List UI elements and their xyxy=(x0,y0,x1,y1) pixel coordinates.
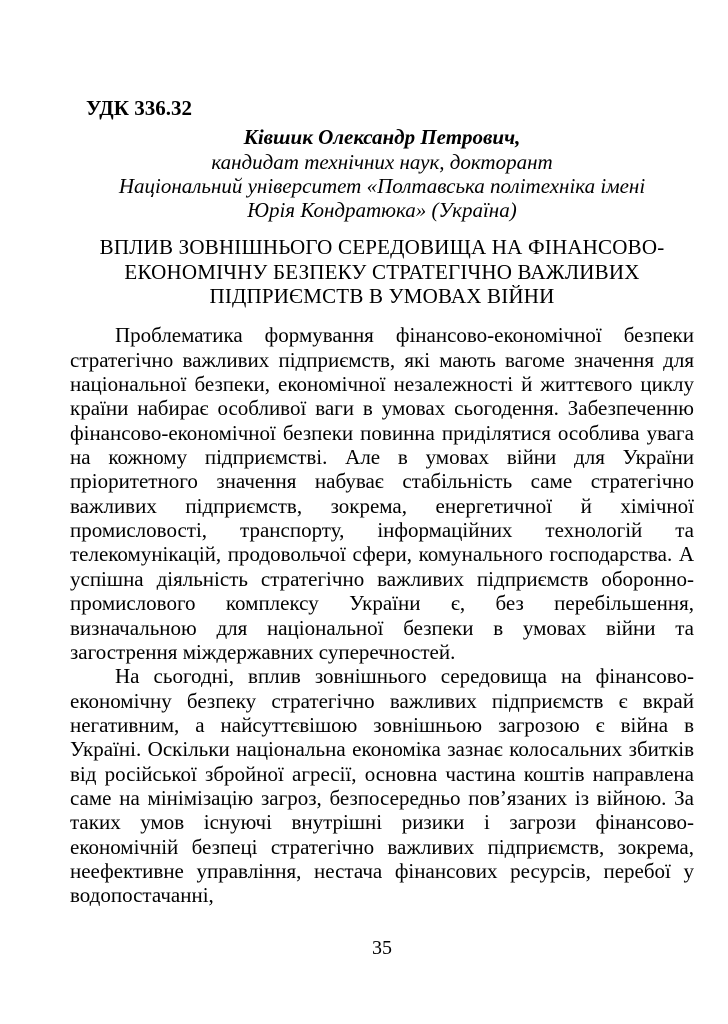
author-block xyxy=(70,125,694,222)
article-body xyxy=(70,323,694,907)
paper-title-line-1: ВПЛИВ ЗОВНІШНЬОГО СЕРЕДОВИЩА НА ФІНАНСОВО- xyxy=(99,235,665,260)
paragraph-2: На сьогодні, вплив зовнішнього середовища на фінансово-економічну безпеку стратегічно важливих підприємств є вкрай негативним, а найсуттєвішою зовнішньою загрозою є війна в Україні. Оскільки національна економіка зазнає колосальних збитків від російської збройної агресії, основна частина коштів направлена саме на мінімізацію загроз, безпосередньо пов’язаних із війною. За таких умов існуючі внутрішні ризики і загрози фінансово-економічній безпеці стратегічно важливих підприємств, зокрема, неефективне управління, нестача фінансових ресурсів, перебої у водопостачанні, xyxy=(70,664,694,908)
author-credentials: кандидат технічних наук, докторант xyxy=(211,149,553,174)
affiliation-line-1: Національний університет «Полтавська політехніка імені xyxy=(118,173,646,198)
page-number: 35 xyxy=(372,937,392,959)
paper-title-line-3: ПІДПРИЄМСТВ В УМОВАХ ВІЙНИ xyxy=(209,284,555,309)
author-name: Ківшик Олександр Петрович, xyxy=(243,125,521,150)
paragraph-1: Проблематика формування фінансово-економічної безпеки стратегічно важливих підприємств, які мають вагоме значення для національної безпеки, економічної незалежності й життєвого циклу країни набирає особливої ваги в умовах сьогодення. Забезпеченню фінансово-економічної безпеки повинна приділятися особлива увага на кожному підприємстві. Але в умовах війни для України пріоритетного значення набуває стабільність саме стратегічно важливих підприємств, зокрема, енергетичної й хімічної промисловості, транспорту, інформаційних технологій та телекомунікацій, продовольчої сфери, комунального господарства. А успішна діяльність стратегічно важливих підприємств оборонно-промислового комплексу України є, без перебільшення, визначальною для національної безпеки в умовах війни та загострення міждержавних суперечностей. xyxy=(70,323,694,664)
paper-title-line-2: ЕКОНОМІЧНУ БЕЗПЕКУ СТРАТЕГІЧНО ВАЖЛИВИХ xyxy=(124,259,640,284)
affiliation-line-2: Юрія Кондратюка» (Україна) xyxy=(247,198,517,223)
page-content xyxy=(70,96,694,908)
udc-code: УДК 336.32 xyxy=(86,96,192,120)
paper-title xyxy=(70,235,694,308)
